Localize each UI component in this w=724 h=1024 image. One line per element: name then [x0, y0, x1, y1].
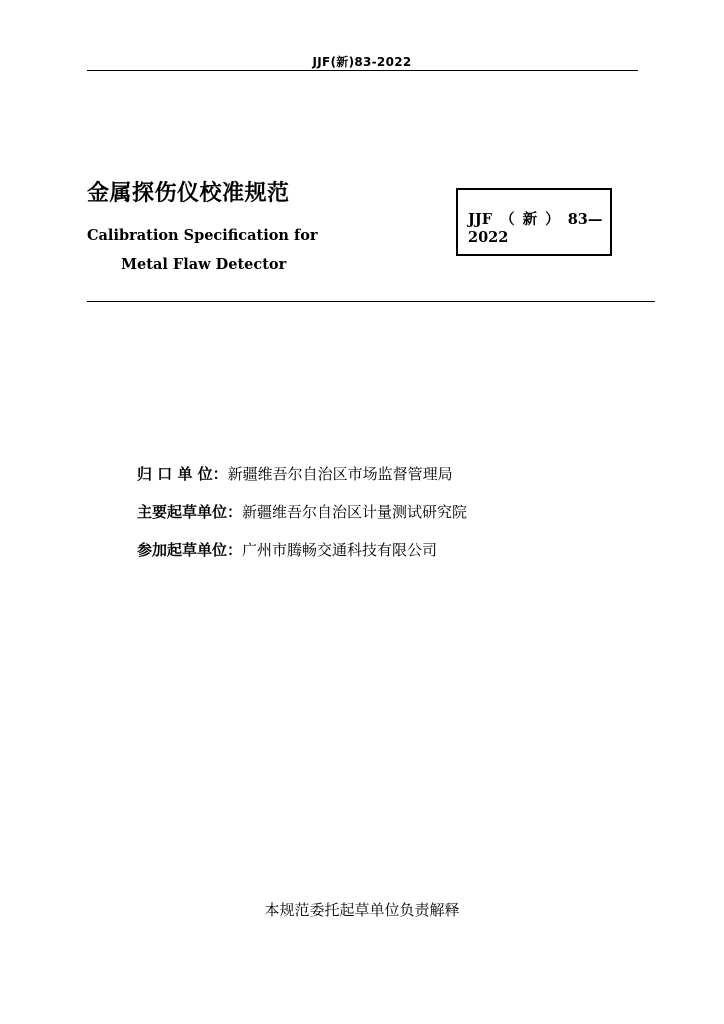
interpretation-note: 本规范委托起草单位负责解释 — [264, 901, 460, 919]
org-value: 新疆维吾尔自治区计量测试研究院 — [242, 503, 468, 521]
org-value: 新疆维吾尔自治区市场监督管理局 — [227, 465, 453, 483]
org-label: 参加起草单位： — [137, 541, 243, 559]
org-value: 广州市腾畅交通科技有限公司 — [242, 541, 438, 559]
org-label: 归 口 单 位： — [137, 465, 228, 483]
header-divider — [87, 70, 638, 71]
specification-code-line1: JJF （ 新 ） 83— — [468, 211, 603, 228]
document-title-chinese: 金属探伤仪校准规范 — [87, 181, 290, 206]
specification-code-line2: 2022 — [468, 229, 509, 246]
title-divider — [87, 301, 655, 302]
specification-code-box — [456, 188, 612, 256]
document-title-english-line1: Calibration Specification for — [87, 227, 318, 244]
org-row-main-drafting-unit — [137, 501, 467, 522]
org-label: 主要起草单位： — [137, 503, 243, 521]
org-row-participating-drafting-unit — [137, 539, 437, 560]
document-title-english-line2: Metal Flaw Detector — [121, 256, 287, 273]
header-document-code: JJF(新)83-2022 — [312, 55, 412, 69]
org-row-centralizing-unit — [137, 463, 453, 484]
